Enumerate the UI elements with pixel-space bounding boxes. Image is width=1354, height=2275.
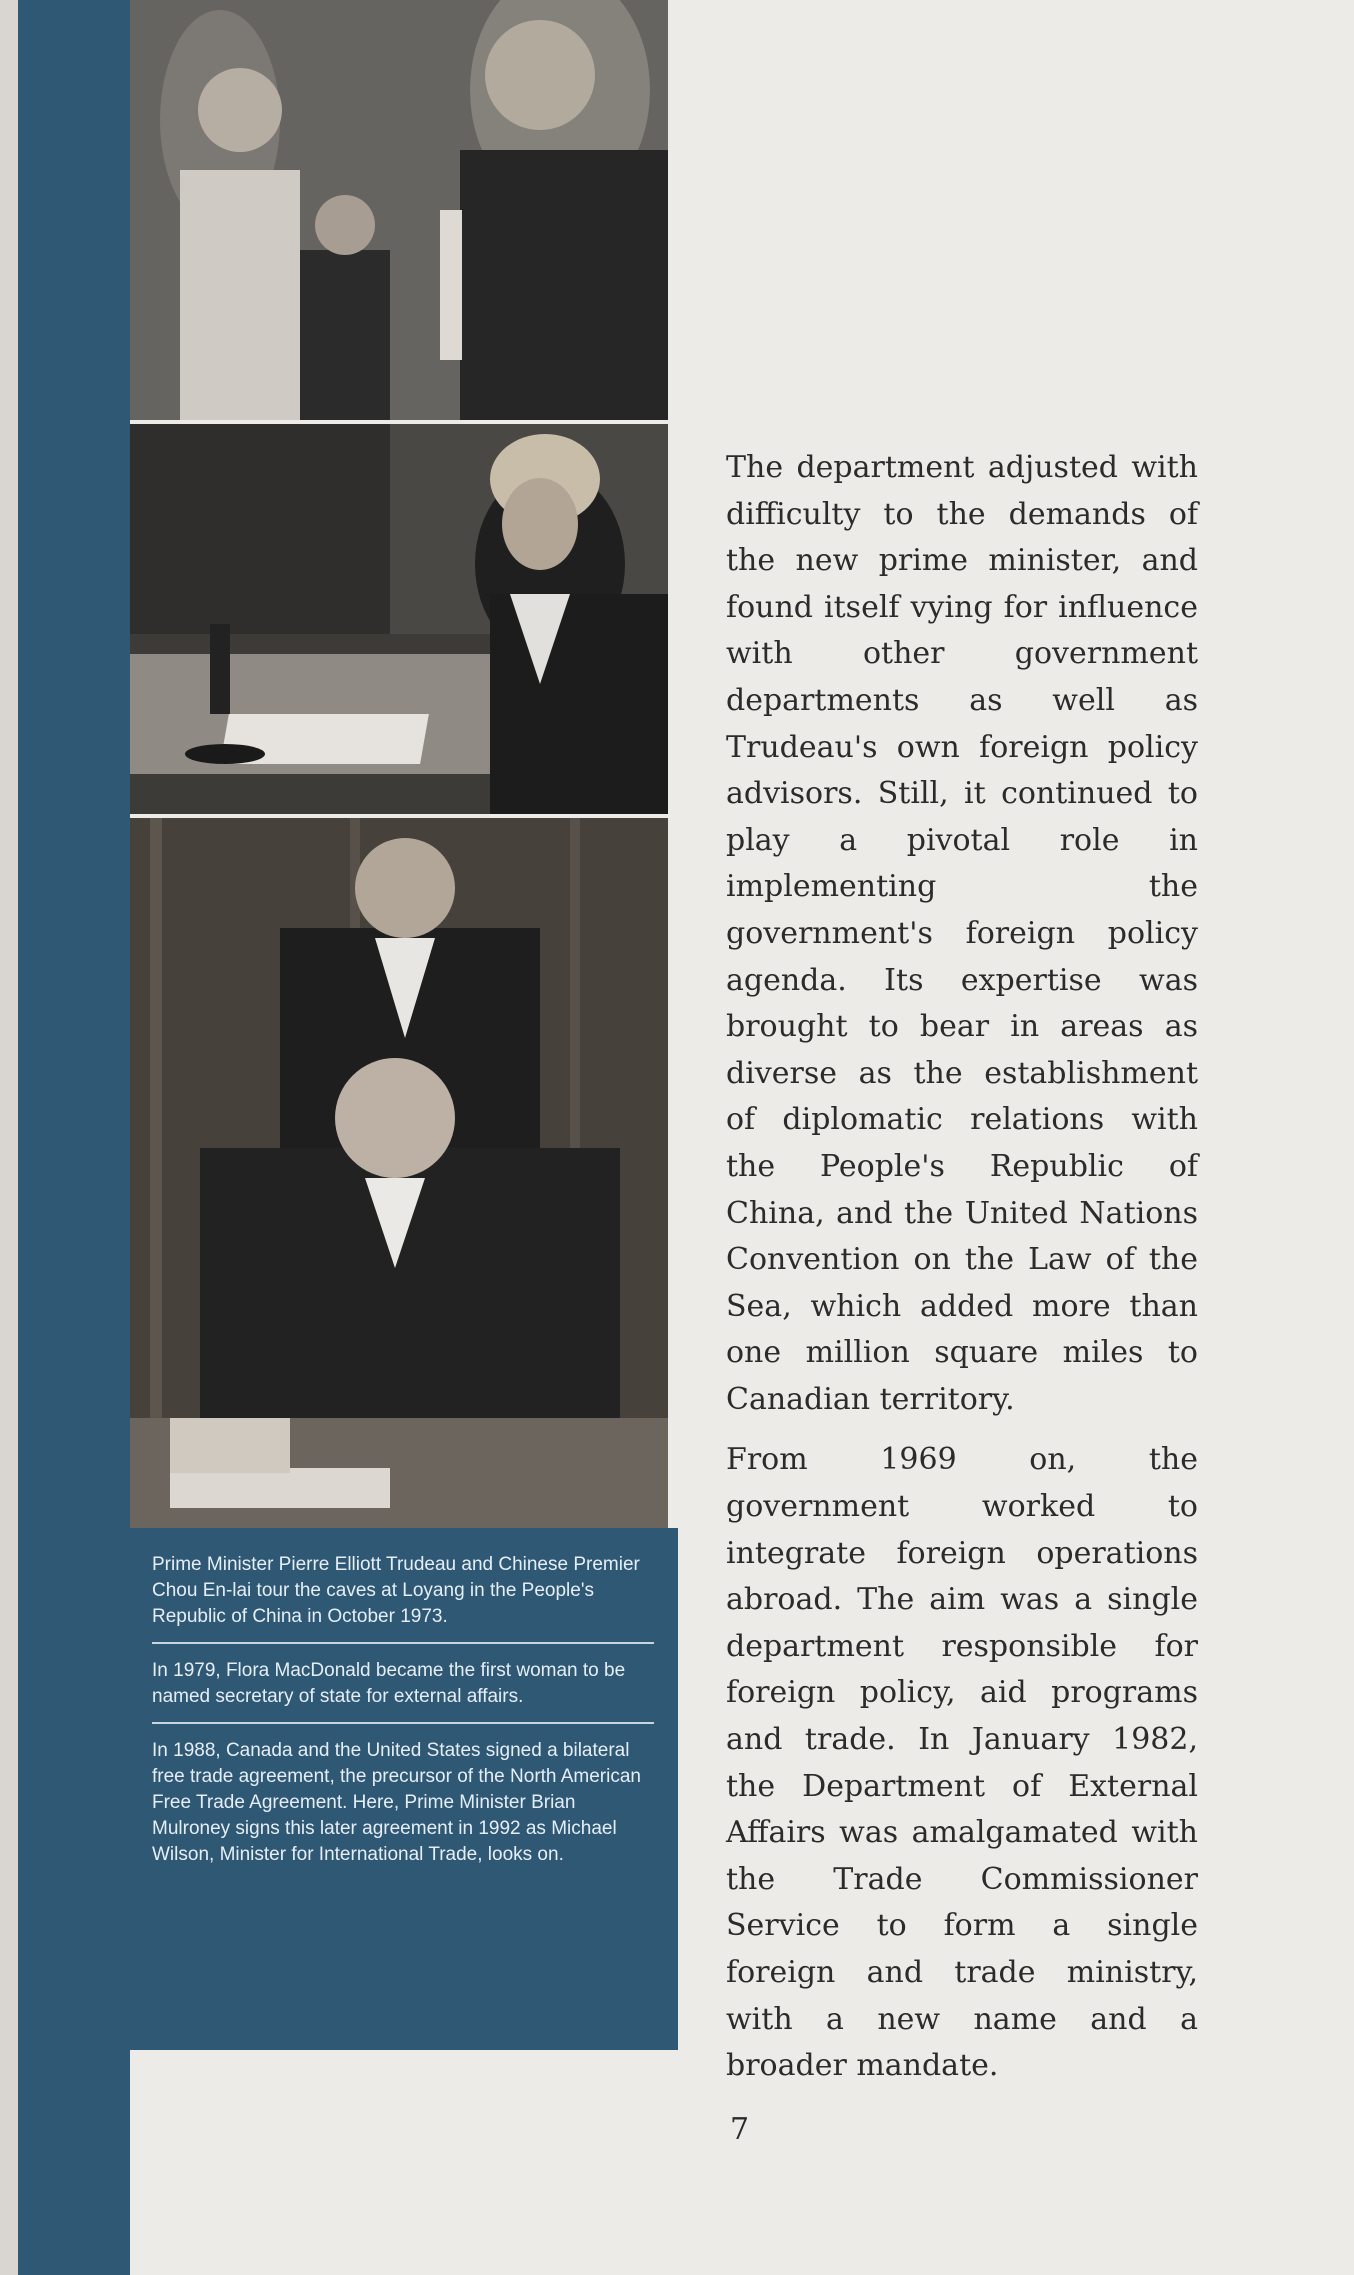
blue-spine-bar bbox=[18, 0, 130, 2275]
caption-divider bbox=[152, 1642, 654, 1644]
photo-flora-macdonald bbox=[130, 424, 668, 814]
body-text bbox=[726, 445, 1198, 2104]
photo-trudeau-chou-enlai bbox=[130, 0, 668, 420]
page-number: 7 bbox=[730, 2112, 750, 2147]
caption-divider bbox=[152, 1722, 654, 1724]
body-paragraph: The department adjusted with difficulty to the demands of the new prime minister, and found itself vying for influence with other government departments as well as Trudeau's own foreign policy advisors. Still, it continued to play a pivotal role in implementing the government's foreign policy agenda. Its expertise was brought to bear in areas as diverse as the establishment of diplomatic relations with the People's Republic of China, and the United Nations Convention on the Law of the Sea, which added more than one million square miles to Canadian territory. bbox=[726, 450, 1198, 1417]
caption-macdonald: In 1979, Flora MacDonald became the first woman to be named secretary of state for external affairs. bbox=[152, 1660, 626, 1707]
caption-mulroney: In 1988, Canada and the United States signed a bilateral free trade agreement, the precursor of the North American Free Trade Agreement. Here, Prime Minister Brian Mulroney signs this later agreement in 1992 as Michael Wilson, Minister for International Trade, looks on. bbox=[152, 1740, 641, 1865]
photo-captions-box bbox=[130, 1528, 678, 2050]
caption-trudeau: Prime Minister Pierre Elliott Trudeau and Chinese Premier Chou En-lai tour the caves at Loyang in the People's Republic of China in October 1973. bbox=[152, 1554, 640, 1627]
photo-mulroney-wilson bbox=[130, 818, 668, 1528]
body-paragraph: From 1969 on, the government worked to integrate foreign operations abroad. The aim was a single department responsible for foreign policy, aid programs and trade. In January 1982, the Department of External Affairs was amalgamated with the Trade Commissioner Service to form a single foreign and trade ministry, with a new name and a broader mandate. bbox=[726, 1442, 1198, 2084]
page-edge bbox=[0, 0, 18, 2275]
